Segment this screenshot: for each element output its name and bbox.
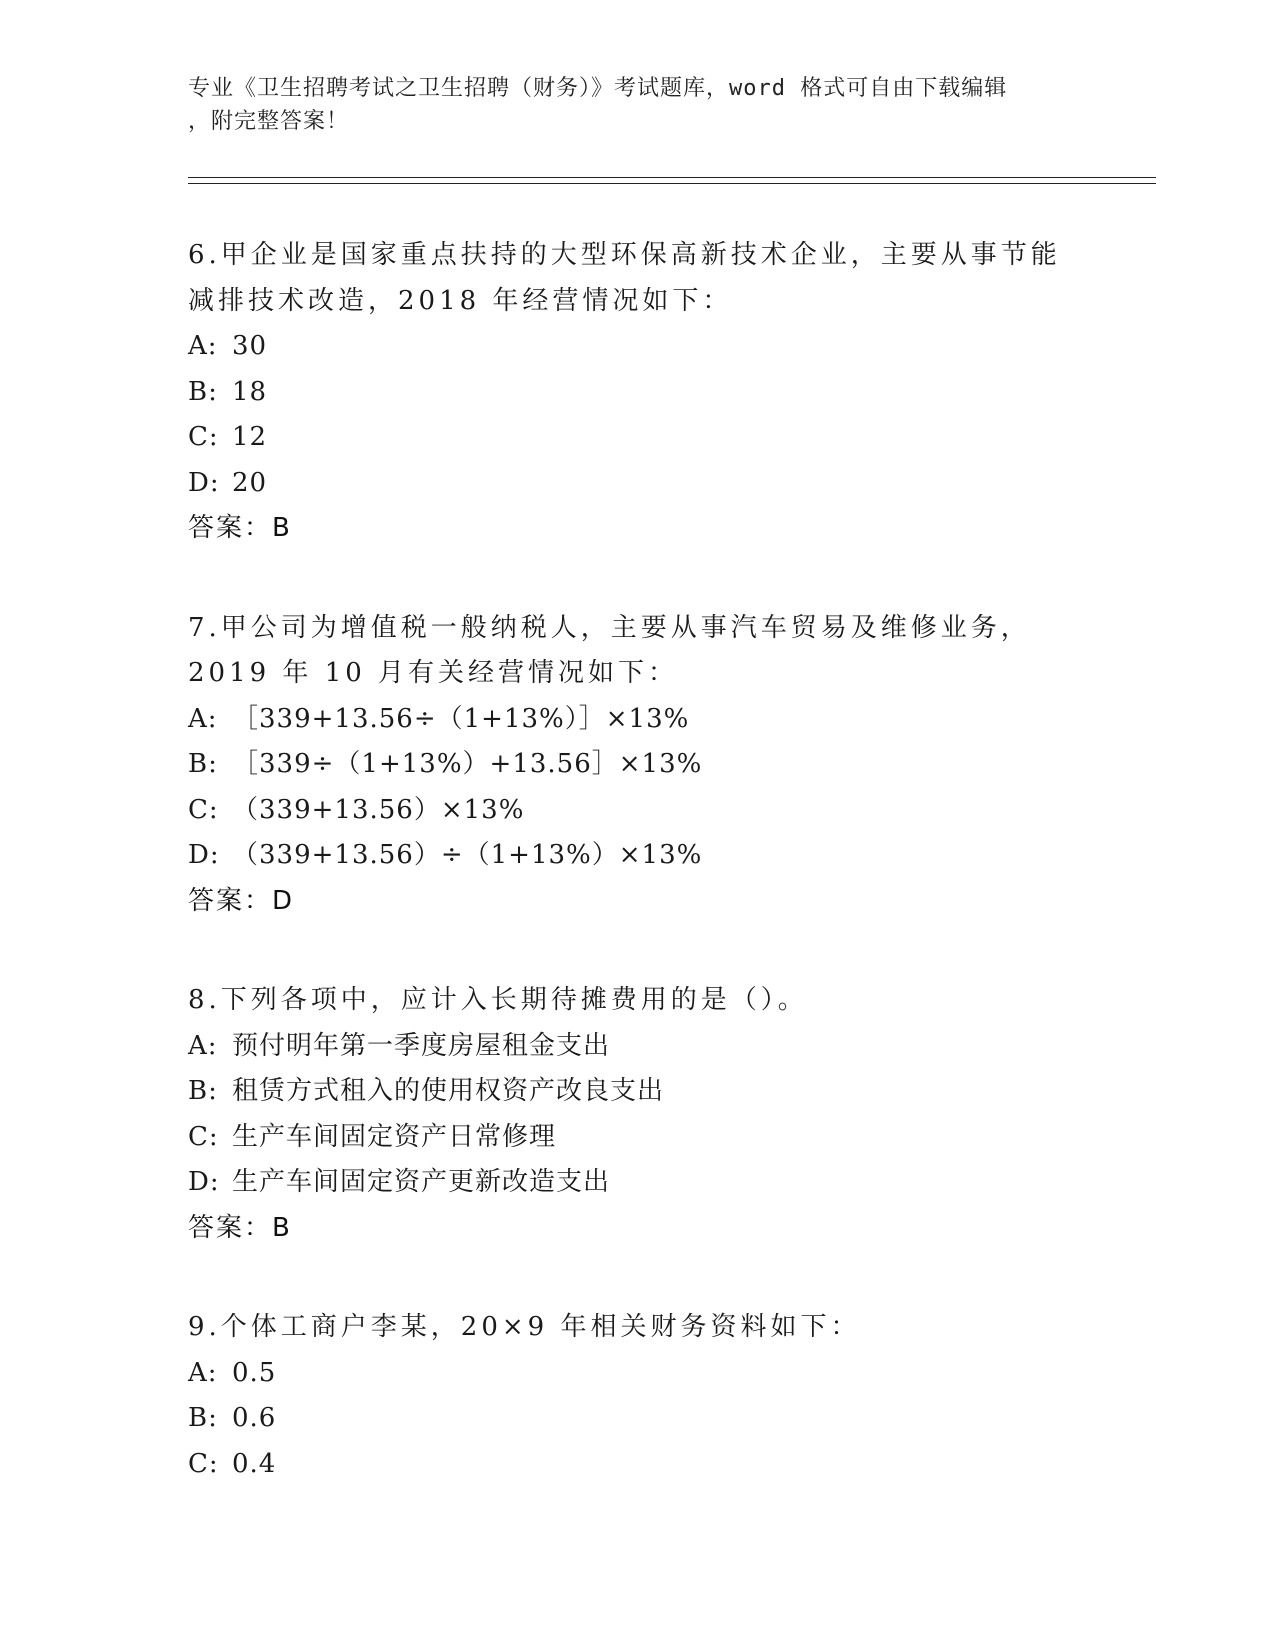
option-label: B:	[188, 376, 218, 407]
option-a	[188, 697, 1088, 743]
question-stem: 9.个体工商户李某，20×9 年相关财务资料如下：	[188, 1312, 861, 1342]
option-b	[188, 1069, 1088, 1115]
option-c	[188, 788, 1088, 834]
question-stem: 7.甲公司为增值税一般纳税人，主要从事汽车贸易及维修业务，2019 年 10 月有关经营情况如下：	[188, 612, 1031, 688]
option-text: 租赁方式租入的使用权资产改良支出	[232, 1076, 665, 1106]
question-stem: 8.下列各项中，应计入长期待摊费用的是（）。	[188, 985, 808, 1015]
option-label: D:	[188, 1167, 220, 1197]
question-6	[188, 233, 1088, 552]
option-d	[188, 833, 1088, 879]
option-text: （339+13.56）÷（1+13%）×13%	[232, 840, 703, 870]
option-label: C:	[188, 1448, 219, 1479]
option-label: B:	[188, 1076, 218, 1106]
option-c	[188, 415, 1088, 461]
option-text: 20	[232, 467, 268, 498]
option-text: 18	[232, 376, 268, 407]
option-label: B:	[188, 749, 218, 779]
option-c	[188, 1115, 1088, 1161]
option-text: ［339÷（1+13%）+13.56］×13%	[232, 749, 703, 779]
question-9	[188, 1305, 1088, 1487]
option-a	[188, 1351, 1088, 1397]
option-text: 0.5	[232, 1357, 277, 1388]
option-text: 0.6	[232, 1403, 277, 1433]
option-c	[188, 1442, 1088, 1488]
question-8	[188, 978, 1088, 1251]
option-label: D:	[188, 840, 220, 870]
option-text: 30	[232, 331, 268, 361]
option-d	[188, 1160, 1088, 1206]
option-b	[188, 1396, 1088, 1442]
option-a	[188, 324, 1088, 370]
option-label: C:	[188, 1121, 219, 1152]
option-a	[188, 1024, 1088, 1070]
option-text: （339+13.56）×13%	[232, 794, 525, 825]
option-label: A:	[188, 331, 218, 361]
document-header	[188, 72, 1068, 138]
header-line-1: 专业《卫生招聘考试之卫生招聘（财务）》考试题库，word 格式可自由下载编辑	[188, 76, 1008, 101]
header-line-2: ，附完整答案！	[188, 109, 350, 134]
option-label: C:	[188, 794, 219, 825]
question-list	[188, 233, 1088, 1541]
answer-line: 答案：D	[188, 885, 295, 916]
option-b	[188, 370, 1088, 416]
answer-line: 答案：B	[188, 513, 292, 543]
question-7	[188, 606, 1088, 925]
option-label: A:	[188, 703, 218, 734]
question-stem: 6.甲企业是国家重点扶持的大型环保高新技术企业，主要从事节能减排技术改造，2018 年经营情况如下：	[188, 240, 1061, 316]
option-label: A:	[188, 1030, 218, 1061]
option-text: ［339+13.56÷（1+13%）］×13%	[232, 703, 690, 734]
header-divider-top	[188, 177, 1156, 178]
option-label: D:	[188, 467, 220, 498]
option-text: 0.4	[232, 1448, 277, 1479]
option-d	[188, 461, 1088, 507]
option-label: B:	[188, 1403, 218, 1433]
option-label: C:	[188, 422, 219, 452]
option-text: 生产车间固定资产日常修理	[232, 1121, 557, 1152]
option-text: 生产车间固定资产更新改造支出	[232, 1167, 611, 1197]
option-text: 12	[232, 422, 268, 452]
option-b	[188, 742, 1088, 788]
option-text: 预付明年第一季度房屋租金支出	[232, 1030, 611, 1061]
header-divider-bottom	[188, 183, 1156, 184]
option-label: A:	[188, 1357, 218, 1388]
answer-line: 答案：B	[188, 1212, 292, 1243]
